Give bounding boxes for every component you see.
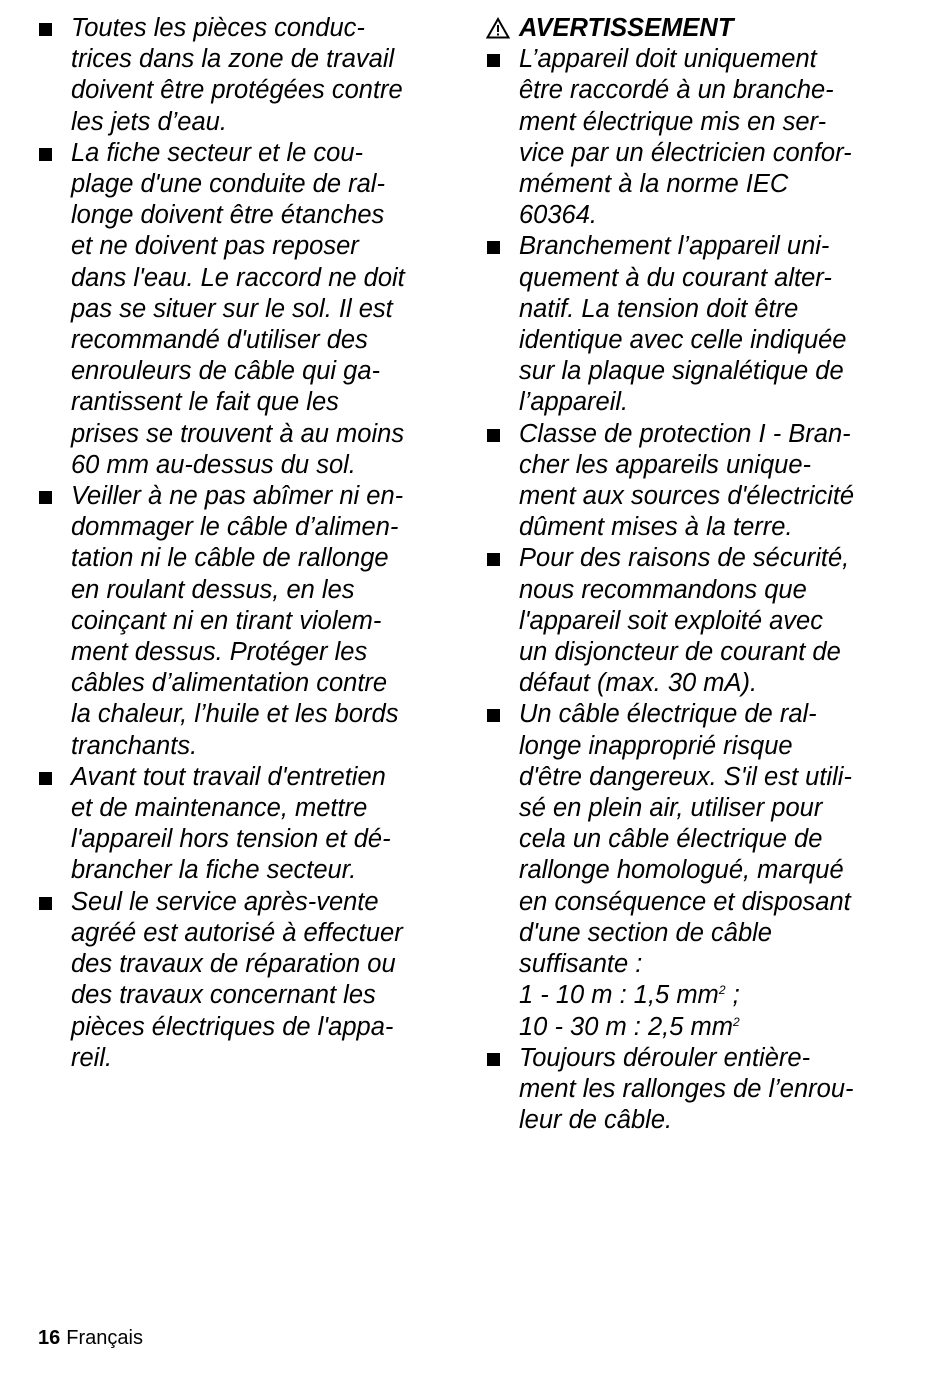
- item-line: ment aux sources d'électricité: [519, 482, 855, 511]
- item-line: des travaux concernant les: [71, 981, 376, 1010]
- item-line: coinçant ni en tirant violem-: [71, 606, 382, 635]
- language-label: Français: [66, 1327, 143, 1349]
- item-line: ment dessus. Protéger les: [71, 638, 368, 667]
- list-item: [38, 762, 458, 887]
- item-line: tranchants.: [71, 731, 198, 760]
- item-line: dans l'eau. Le raccord ne doit: [71, 263, 405, 292]
- item-line: des travaux de réparation ou: [71, 950, 396, 979]
- item-line: ment électrique mis en ser-: [519, 107, 827, 136]
- item-line: suffisante :: [519, 950, 643, 979]
- square-bullet-icon: [487, 54, 500, 67]
- warning-heading-text: AVERTISSEMENT: [519, 14, 734, 42]
- item-line: trices dans la zone de travail: [71, 45, 395, 74]
- item-line: doivent être protégées contre: [71, 76, 403, 105]
- list-item: [38, 481, 458, 762]
- item-line: et ne doivent pas reposer: [71, 232, 359, 261]
- item-line: natif. La tension doit être: [519, 294, 799, 323]
- list-item: [38, 13, 458, 138]
- square-bullet-icon: [487, 553, 500, 566]
- item-line: identique avec celle indiquée: [519, 326, 847, 355]
- item-line: recommandé d'utiliser des: [71, 326, 368, 355]
- item-line: dommager le câble d’alimen-: [71, 513, 399, 542]
- item-line: les jets d’eau.: [71, 107, 227, 136]
- item-line: dûment mises à la terre.: [519, 513, 793, 542]
- item-line: Toujours dérouler entière-: [519, 1043, 811, 1072]
- square-bullet-icon: [487, 709, 500, 722]
- page-footer: [38, 1326, 143, 1350]
- list-item: [486, 543, 916, 699]
- item-line: quement à du courant alter-: [519, 263, 832, 292]
- list-item: [486, 1043, 916, 1137]
- item-line: prises se trouvent à au moins: [71, 419, 405, 448]
- item-line: longe inapproprié risque: [519, 731, 793, 760]
- item-line: rantissent le fait que les: [71, 388, 339, 417]
- item-line: l'appareil hors tension et dé-: [71, 825, 391, 854]
- cable-spec-text: 1 - 10 m : 1,5 mm: [519, 981, 719, 1010]
- item-line: Pour des raisons de sécurité,: [519, 544, 850, 573]
- square-bullet-icon: [487, 241, 500, 254]
- square-bullet-icon: [39, 148, 52, 161]
- item-line: l’appareil.: [519, 388, 629, 417]
- cable-spec-line: [519, 1012, 916, 1043]
- item-line: un disjoncteur de courant de: [519, 638, 841, 667]
- list-item: [486, 44, 916, 231]
- item-line: 60364.: [519, 201, 597, 230]
- item-line: pas se situer sur le sol. Il est: [71, 294, 393, 323]
- item-line: Seul le service après-vente: [71, 887, 379, 916]
- item-line: enrouleurs de câble qui ga-: [71, 357, 381, 386]
- warning-triangle-icon: [486, 17, 510, 39]
- cable-spec-line: [519, 980, 916, 1011]
- item-line: Toutes les pièces conduc-: [71, 14, 365, 42]
- item-line: d'être dangereux. S'il est utili-: [519, 762, 852, 791]
- item-line: brancher la fiche secteur.: [71, 856, 357, 885]
- item-line: longe doivent être étanches: [71, 201, 385, 230]
- item-line: mément à la norme IEC: [519, 170, 789, 199]
- item-line: reil.: [71, 1043, 113, 1072]
- item-line: L’appareil doit uniquement: [519, 45, 817, 74]
- page-number: 16: [38, 1327, 61, 1349]
- item-line: ment les rallonges de l’enrou-: [519, 1074, 854, 1103]
- item-line: tation ni le câble de rallonge: [71, 544, 389, 573]
- item-line: Veiller à ne pas abîmer ni en-: [71, 482, 404, 511]
- square-bullet-icon: [487, 429, 500, 442]
- left-column: [38, 13, 458, 1074]
- square-bullet-icon: [487, 1053, 500, 1066]
- item-line: sé en plein air, utiliser pour: [519, 794, 823, 823]
- item-line: La fiche secteur et le cou-: [71, 138, 363, 167]
- item-line: en roulant dessus, en les: [71, 575, 355, 604]
- right-column: [486, 13, 916, 1136]
- item-line: et de maintenance, mettre: [71, 794, 368, 823]
- item-line: l'appareil soit exploité avec: [519, 606, 823, 635]
- item-line: vice par un électricien confor-: [519, 138, 852, 167]
- list-item: [486, 231, 916, 418]
- item-line: Avant tout travail d'entretien: [71, 762, 386, 791]
- list-item: [486, 699, 916, 1042]
- item-line: agréé est autorisé à effectuer: [71, 918, 403, 947]
- item-line: cela un câble électrique de: [519, 825, 823, 854]
- square-bullet-icon: [39, 772, 52, 785]
- item-line: la chaleur, l’huile et les bords: [71, 700, 399, 729]
- item-line: Un câble électrique de ral-: [519, 700, 817, 729]
- item-line: cher les appareils unique-: [519, 450, 812, 479]
- square-bullet-icon: [39, 897, 52, 910]
- list-item: [38, 138, 458, 481]
- superscript: 2: [718, 983, 726, 998]
- list-item: [486, 419, 916, 544]
- cable-spec-text: 10 - 30 m : 2,5 mm: [519, 1012, 733, 1041]
- item-line: leur de câble.: [519, 1106, 673, 1135]
- square-bullet-icon: [39, 491, 52, 504]
- item-line: plage d'une conduite de ral-: [71, 170, 385, 199]
- item-line: sur la plaque signalétique de: [519, 357, 844, 386]
- item-line: d'une section de câble: [519, 918, 772, 947]
- item-line: rallonge homologué, marqué: [519, 856, 844, 885]
- item-line: en conséquence et disposant: [519, 887, 851, 916]
- list-item: [38, 887, 458, 1074]
- cable-spec-suffix: ;: [725, 981, 740, 1010]
- item-line: défaut (max. 30 mA).: [519, 669, 758, 698]
- square-bullet-icon: [39, 23, 52, 36]
- item-line: Branchement l’appareil uni-: [519, 232, 830, 261]
- item-line: 60 mm au-dessus du sol.: [71, 450, 356, 479]
- item-line: pièces électriques de l'appa-: [71, 1012, 394, 1041]
- warning-heading: [486, 13, 916, 44]
- item-line: être raccordé à un branche-: [519, 76, 834, 105]
- item-line: Classe de protection I - Bran-: [519, 419, 851, 448]
- superscript: 2: [733, 1014, 740, 1029]
- item-line: nous recommandons que: [519, 575, 807, 604]
- item-line: câbles d’alimentation contre: [71, 669, 388, 698]
